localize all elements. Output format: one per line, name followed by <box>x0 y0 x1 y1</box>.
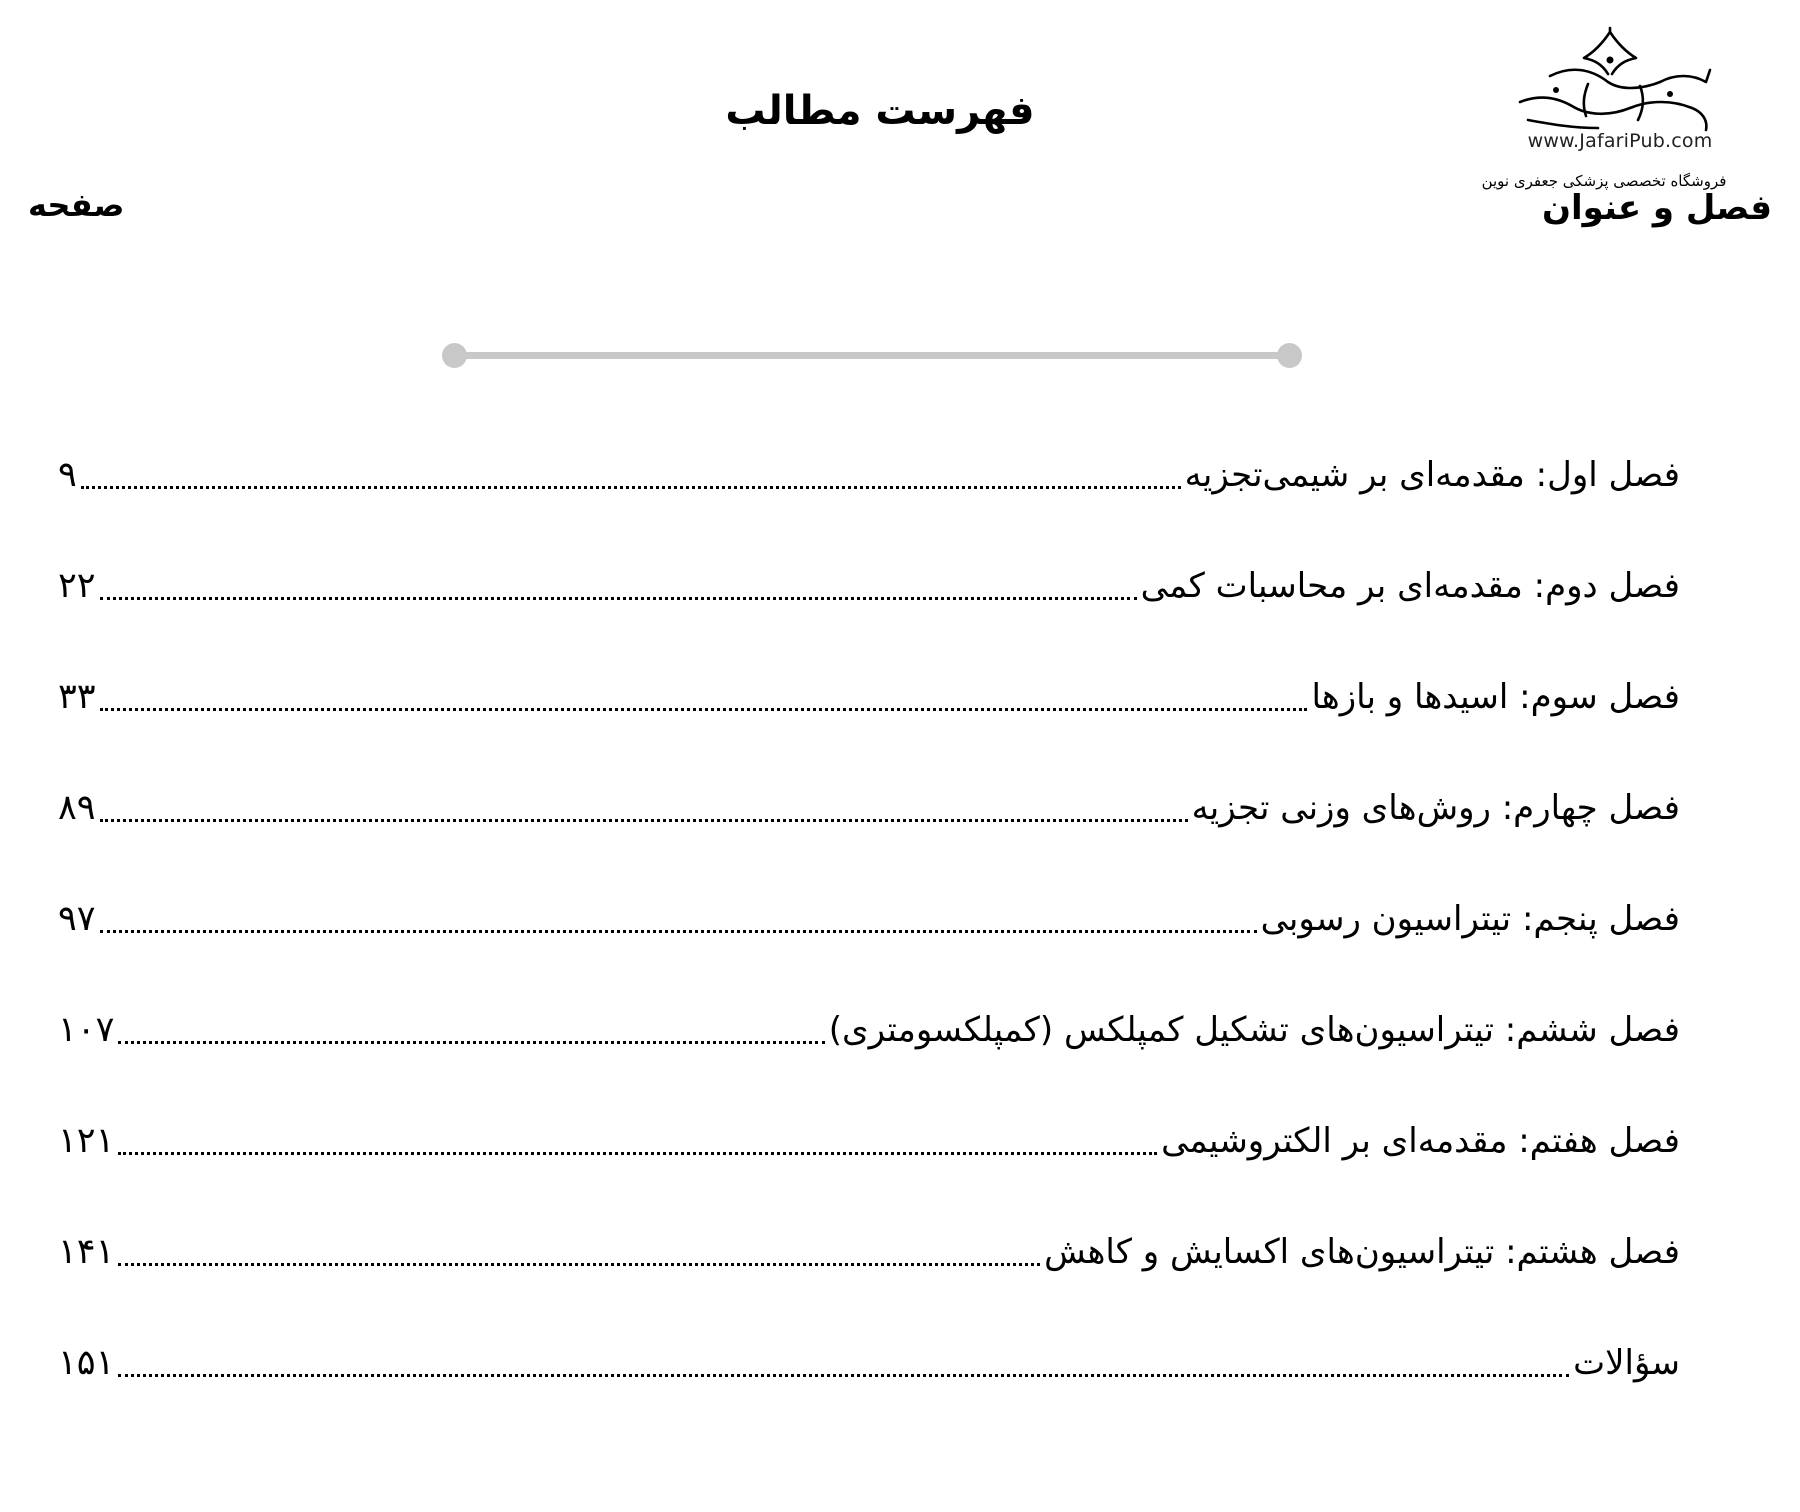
toc-dot-leader <box>118 1338 1569 1388</box>
toc-entry[interactable] <box>58 783 1680 894</box>
toc-entry-page: ۹۷ <box>58 899 96 939</box>
toc-entry[interactable] <box>58 450 1680 561</box>
toc-entry-title: فصل هفتم: مقدمه‌ای بر الکتروشیمی <box>1161 1121 1680 1161</box>
toc-entry-page: ۱۲۱ <box>58 1121 115 1161</box>
toc-dot-leader <box>100 783 1188 833</box>
toc-entry-title: فصل سوم: اسیدها و بازها <box>1311 677 1680 717</box>
toc-entry[interactable] <box>58 1227 1680 1338</box>
toc-entry-title: فصل ششم: تیتراسیون‌های تشکیل کمپلکس (کمپلکسومتری) <box>828 1010 1680 1050</box>
toc-entry-title: فصل هشتم: تیتراسیون‌های اکسایش و کاهش <box>1044 1232 1680 1272</box>
toc-dot-leader <box>118 1116 1157 1166</box>
toc-entry-page: ۳۳ <box>58 677 96 717</box>
toc-entry-title: فصل پنجم: تیتراسیون رسوبی <box>1260 899 1680 939</box>
toc-dot-leader <box>81 450 1181 500</box>
toc-entry[interactable] <box>58 1338 1680 1449</box>
jafari-calligraphy-logo-icon <box>1510 24 1720 144</box>
toc-entry-page: ۱۴۱ <box>58 1232 115 1272</box>
toc-entry-page: ۸۹ <box>58 788 96 828</box>
toc-entry-page: ۹ <box>58 455 77 495</box>
toc-dot-leader <box>118 1227 1040 1277</box>
toc-entry-page: ۱۵۱ <box>58 1343 115 1383</box>
column-header-page: صفحه <box>28 186 125 224</box>
divider-end-dot-right <box>1277 343 1302 368</box>
publisher-tagline: فروشگاه تخصصی پزشکی جعفری نوین <box>1481 172 1727 190</box>
section-divider <box>442 340 1302 372</box>
publisher-logo <box>1465 24 1745 204</box>
toc-entry[interactable] <box>58 1005 1680 1116</box>
toc-entry-title: فصل دوم: مقدمه‌ای بر محاسبات کمی <box>1140 566 1680 606</box>
toc-dot-leader <box>100 672 1308 722</box>
toc-dot-leader <box>100 561 1137 611</box>
toc-entry-page: ۲۲ <box>58 566 96 606</box>
toc-entry[interactable] <box>58 1116 1680 1227</box>
toc-entry[interactable] <box>58 672 1680 783</box>
toc-entry[interactable] <box>58 561 1680 672</box>
publisher-url: www.JafariPub.com <box>1527 130 1713 152</box>
toc-entry-title: سؤالات <box>1573 1343 1680 1383</box>
toc-entry-page: ۱۰۷ <box>58 1010 115 1050</box>
toc-entry-title: فصل اول: مقدمه‌ای بر شیمی‌تجزیه <box>1184 455 1680 495</box>
toc-list <box>58 450 1680 1449</box>
toc-entry[interactable] <box>58 894 1680 1005</box>
divider-line <box>456 352 1288 359</box>
toc-dot-leader <box>100 894 1257 944</box>
toc-entry-title: فصل چهارم: روش‌های وزنی تجزیه <box>1191 788 1680 828</box>
toc-dot-leader <box>118 1005 824 1055</box>
column-header-chapter-title: فصل و عنوان <box>1541 188 1772 228</box>
page-title: فهرست مطالب <box>725 88 1035 134</box>
divider-end-dot-left <box>442 343 467 368</box>
